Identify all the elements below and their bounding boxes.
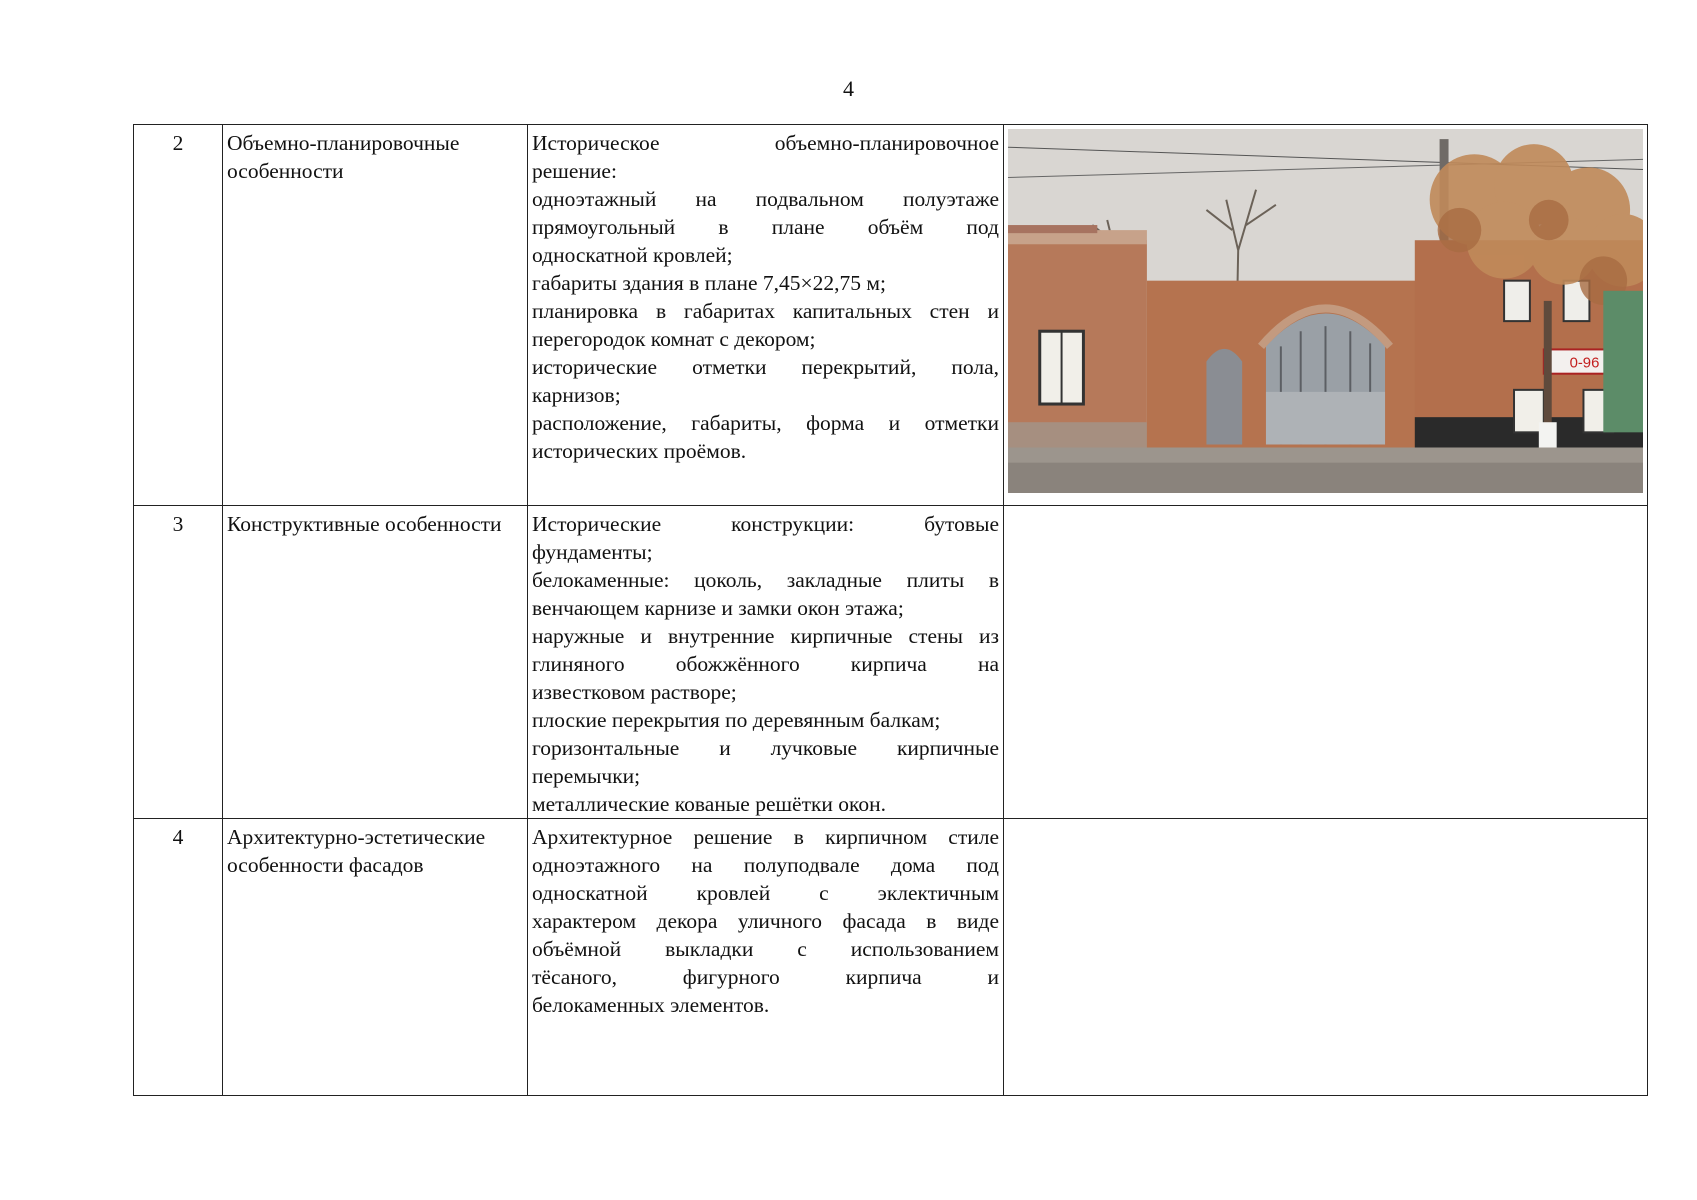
description-line: прямоугольный в плане объём под: [532, 215, 999, 239]
row-description: [528, 125, 1004, 506]
description-line: характером декора уличного фасада в виде: [532, 909, 999, 933]
description-line: одноэтажный на подвальном полуэтаже: [532, 187, 999, 211]
description-line: Исторические конструкции: бутовые: [532, 512, 999, 536]
row-name: Объемно-планировочные особенности: [223, 125, 528, 506]
description-line: Историческое объемно-планировочное: [532, 131, 999, 155]
description-line: белокаменных элементов.: [532, 993, 770, 1017]
description-line: глиняного обожжённого кирпича на: [532, 652, 999, 676]
description-line: наружные и внутренние кирпичные стены из: [532, 624, 999, 648]
description-line: односкатной кровлей;: [532, 243, 733, 267]
photo-cell: [1004, 125, 1648, 506]
description-line: карнизов;: [532, 383, 621, 407]
description-line: Архитектурное решение в кирпичном стиле: [532, 825, 999, 849]
table-row: [134, 125, 1648, 506]
description-line: белокаменные: цоколь, закладные плиты в: [532, 568, 999, 592]
description-line: решение:: [532, 159, 617, 183]
description-line: тёсаного, фигурного кирпича и: [532, 965, 999, 989]
description-line: планировка в габаритах капитальных стен и: [532, 299, 999, 323]
description-line: габариты здания в плане 7,45×22,75 м;: [532, 271, 886, 295]
building-photo: [1008, 129, 1643, 493]
description-line: плоские перекрытия по деревянным балкам;: [532, 708, 941, 732]
description-line: перегородок комнат с декором;: [532, 327, 816, 351]
description-line: венчающем карнизе и замки окон этажа;: [532, 596, 904, 620]
features-table: [133, 124, 1648, 1096]
row-name: Архитектурно-эстетические особенности фасадов: [223, 819, 528, 1096]
shop-sign: 0-96: [1569, 354, 1600, 372]
description-line: исторические отметки перекрытий, пола,: [532, 355, 999, 379]
description-line: односкатной кровлей с эклектичным: [532, 881, 999, 905]
description-line: одноэтажного на полуподвале дома под: [532, 853, 999, 877]
description-line: перемычки;: [532, 764, 641, 788]
row-number: 4: [134, 819, 223, 1096]
description-line: фундаменты;: [532, 540, 653, 564]
row-name: Конструктивные особенности: [223, 506, 528, 819]
description-line: расположение, габариты, форма и отметки: [532, 411, 999, 435]
description-line: металлические кованые решётки окон.: [532, 792, 887, 816]
empty-cell: [1004, 819, 1648, 1096]
description-line: объёмной выкладки с использованием: [532, 937, 999, 961]
row-description: [528, 506, 1004, 819]
row-number: 2: [134, 125, 223, 506]
table-row: [134, 819, 1648, 1096]
table-row: [134, 506, 1648, 819]
description-line: известковом растворе;: [532, 680, 737, 704]
row-description: [528, 819, 1004, 1096]
page-number: 4: [843, 76, 854, 101]
empty-cell: [1004, 506, 1648, 819]
description-line: исторических проёмов.: [532, 439, 747, 463]
description-line: горизонтальные и лучковые кирпичные: [532, 736, 999, 760]
row-number: 3: [134, 506, 223, 819]
